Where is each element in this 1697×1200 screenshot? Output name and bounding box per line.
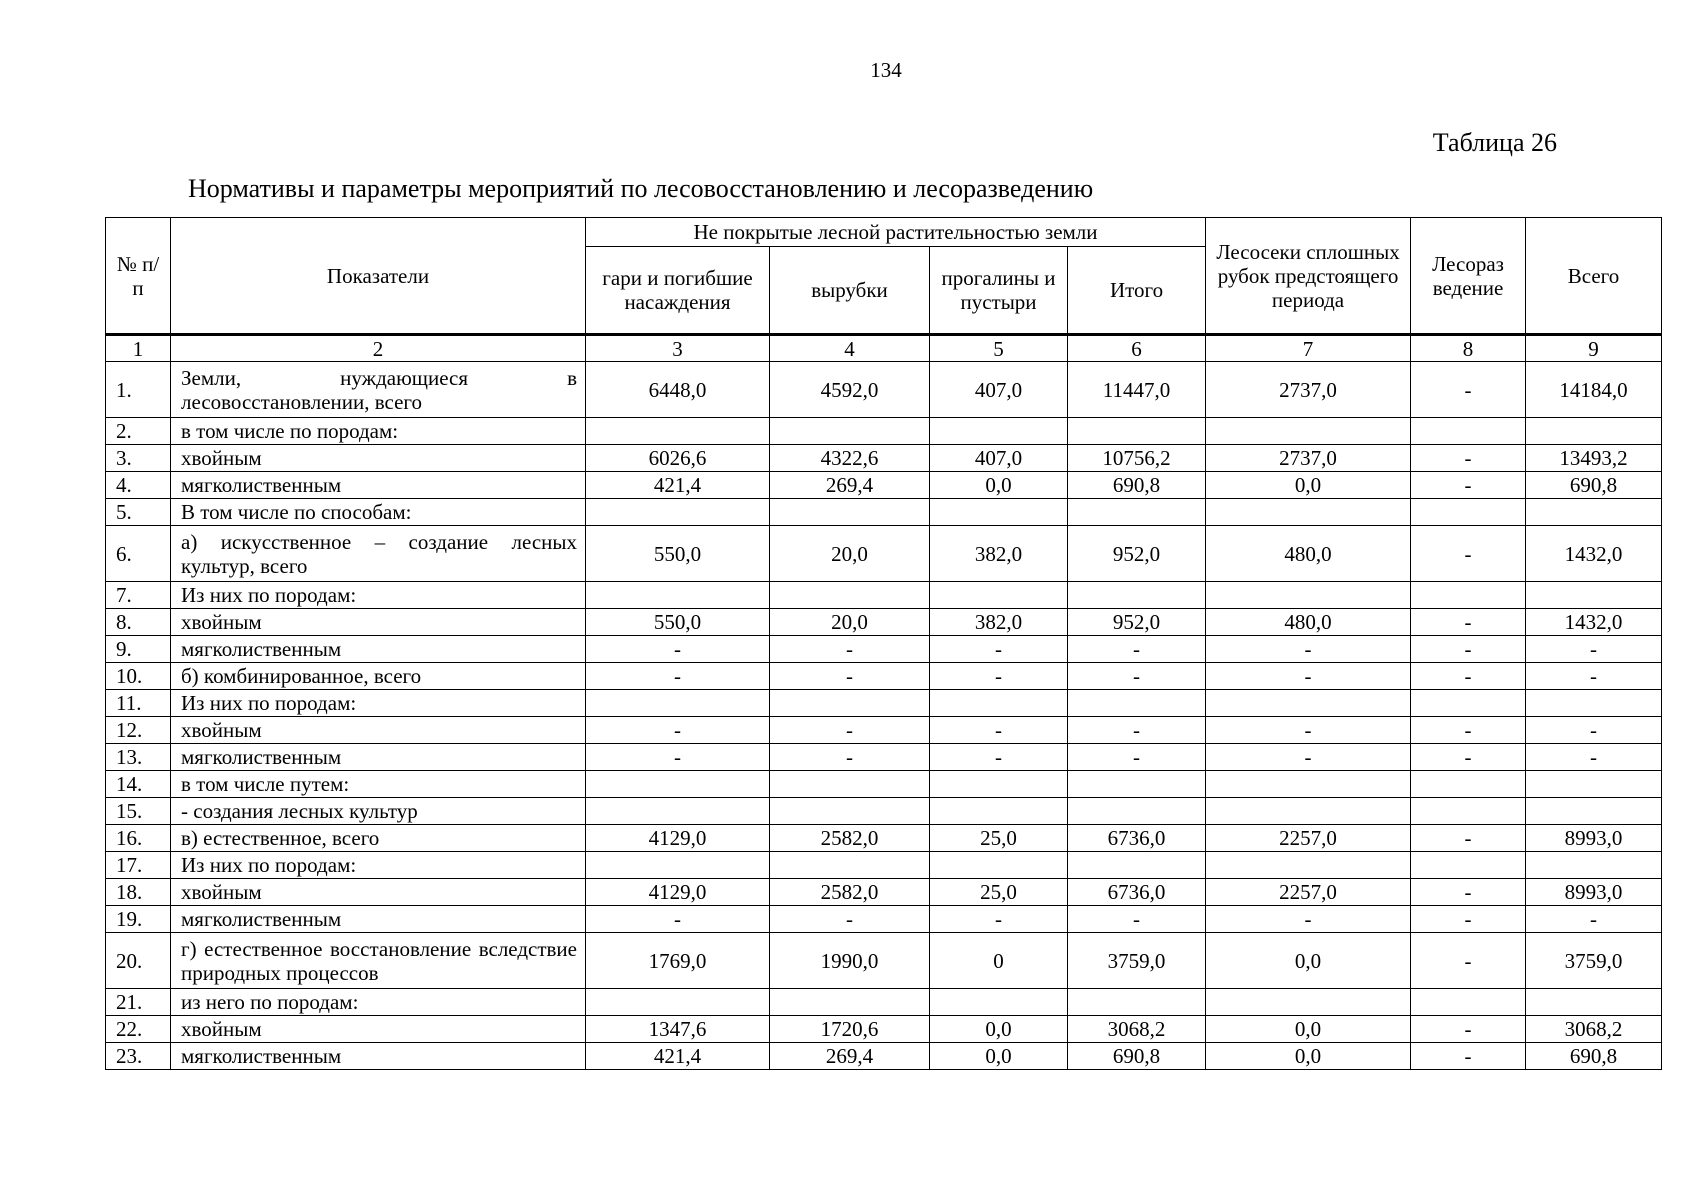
header-afforestation: Лесораз ведение [1411,218,1526,335]
value-cell [1526,582,1662,609]
value-cell [1206,418,1411,445]
value-cell: 1720,6 [770,1016,930,1043]
document-title: Нормативы и параметры мероприятий по лесовосстановлению и лесоразведению [188,174,1094,203]
table-row [106,906,1662,933]
row-indicator: мягколиственным [171,906,586,933]
value-cell [1206,771,1411,798]
value-cell: 6026,6 [586,445,770,472]
value-cell: - [1206,663,1411,690]
value-cell [586,798,770,825]
value-cell [770,852,930,879]
page-number: 134 [870,58,902,82]
row-indicator: Земли, нуждающиеся в лесовосстановлении, всего [171,362,586,418]
row-number: 4. [106,472,171,499]
value-cell [770,798,930,825]
value-cell [1206,852,1411,879]
value-cell: 8993,0 [1526,879,1662,906]
header-cuttings: вырубки [770,247,930,335]
row-number: 15. [106,798,171,825]
header-subtotal: Итого [1068,247,1206,335]
value-cell [1068,499,1206,526]
value-cell: 690,8 [1068,472,1206,499]
row-indicator: хвойным [171,717,586,744]
table-body [106,335,1662,1070]
row-indicator: хвойным [171,609,586,636]
header-glades: прогалины и пустыри [930,247,1068,335]
table-row [106,526,1662,582]
value-cell: 4322,6 [770,445,930,472]
value-cell: 13493,2 [1526,445,1662,472]
value-cell: - [770,744,930,771]
value-cell: 269,4 [770,472,930,499]
value-cell: - [930,663,1068,690]
row-indicator: мягколиственным [171,472,586,499]
value-cell [1068,771,1206,798]
value-cell [930,798,1068,825]
table-row [106,582,1662,609]
value-cell: - [586,744,770,771]
value-cell: - [1411,636,1526,663]
value-cell: - [1411,1043,1526,1070]
value-cell: - [1526,663,1662,690]
value-cell [1526,852,1662,879]
value-cell [1411,798,1526,825]
column-number: 1 [106,335,171,362]
column-number-row [106,335,1662,362]
value-cell: - [930,906,1068,933]
row-indicator: г) естественное восстановление вследствие природных процессов [171,933,586,989]
value-cell: 0,0 [930,1016,1068,1043]
table-row [106,771,1662,798]
value-cell [586,771,770,798]
value-cell: 2257,0 [1206,825,1411,852]
value-cell: - [1411,526,1526,582]
value-cell: - [1411,879,1526,906]
value-cell [1206,582,1411,609]
value-cell [1206,989,1411,1016]
value-cell: - [1206,744,1411,771]
value-cell: 0,0 [930,472,1068,499]
value-cell [930,989,1068,1016]
value-cell: - [1068,663,1206,690]
value-cell: - [930,744,1068,771]
value-cell [1411,690,1526,717]
row-indicator: б) комбинированное, всего [171,663,586,690]
value-cell [770,771,930,798]
value-cell: - [1411,362,1526,418]
value-cell [1206,690,1411,717]
value-cell: 3759,0 [1068,933,1206,989]
header-indicators: Показатели [171,218,586,335]
value-cell [1526,771,1662,798]
row-indicator: - создания лесных культур [171,798,586,825]
table-row [106,499,1662,526]
row-indicator: хвойным [171,879,586,906]
row-number: 10. [106,663,171,690]
column-number: 3 [586,335,770,362]
table-row [106,690,1662,717]
value-cell: 3759,0 [1526,933,1662,989]
value-cell: 0,0 [1206,933,1411,989]
value-cell: - [1206,717,1411,744]
value-cell: 6448,0 [586,362,770,418]
value-cell: - [1411,445,1526,472]
value-cell: 25,0 [930,825,1068,852]
value-cell [586,499,770,526]
column-number: 4 [770,335,930,362]
table-row [106,636,1662,663]
value-cell: - [1068,744,1206,771]
table-row [106,418,1662,445]
table-row [106,879,1662,906]
value-cell [1411,852,1526,879]
value-cell: 269,4 [770,1043,930,1070]
value-cell: - [1206,906,1411,933]
row-indicator: мягколиственным [171,636,586,663]
value-cell [1206,499,1411,526]
row-number: 1. [106,362,171,418]
row-indicator: мягколиственным [171,1043,586,1070]
value-cell: 25,0 [930,879,1068,906]
value-cell [1526,499,1662,526]
value-cell [1526,798,1662,825]
value-cell: - [1526,636,1662,663]
value-cell [1526,989,1662,1016]
row-indicator: хвойным [171,445,586,472]
table-row [106,825,1662,852]
value-cell: 3068,2 [1068,1016,1206,1043]
value-cell: 11447,0 [1068,362,1206,418]
value-cell [770,582,930,609]
value-cell: 421,4 [586,472,770,499]
value-cell: 480,0 [1206,609,1411,636]
value-cell: - [1411,717,1526,744]
row-number: 8. [106,609,171,636]
value-cell: - [1411,1016,1526,1043]
value-cell: 14184,0 [1526,362,1662,418]
value-cell: 0 [930,933,1068,989]
value-cell [1206,798,1411,825]
value-cell [770,499,930,526]
value-cell: - [1411,825,1526,852]
row-number: 16. [106,825,171,852]
value-cell: 550,0 [586,609,770,636]
header-group-unforested: Не покрытые лесной растительностью земли [586,218,1206,247]
row-number: 3. [106,445,171,472]
value-cell: - [1526,906,1662,933]
value-cell: - [586,663,770,690]
table-row [106,989,1662,1016]
row-indicator: Из них по породам: [171,690,586,717]
value-cell: - [1068,906,1206,933]
table-label: Таблица 26 [1432,128,1557,157]
value-cell [1411,499,1526,526]
row-number: 5. [106,499,171,526]
value-cell [1068,989,1206,1016]
column-number: 2 [171,335,586,362]
row-indicator: хвойным [171,1016,586,1043]
value-cell: - [1206,636,1411,663]
value-cell: 1432,0 [1526,526,1662,582]
row-indicator: в том числе по породам: [171,418,586,445]
row-number: 7. [106,582,171,609]
table-row [106,609,1662,636]
value-cell: 1432,0 [1526,609,1662,636]
value-cell [1526,690,1662,717]
row-number: 19. [106,906,171,933]
row-indicator: Из них по породам: [171,582,586,609]
value-cell [586,418,770,445]
value-cell: 382,0 [930,609,1068,636]
row-number: 12. [106,717,171,744]
value-cell: 2582,0 [770,825,930,852]
value-cell: 952,0 [1068,609,1206,636]
row-number: 17. [106,852,171,879]
table-row [106,663,1662,690]
value-cell [930,418,1068,445]
value-cell: 1769,0 [586,933,770,989]
value-cell: 0,0 [1206,1016,1411,1043]
table-row [106,1016,1662,1043]
value-cell [930,852,1068,879]
value-cell: - [1411,663,1526,690]
table-row [106,852,1662,879]
column-number: 6 [1068,335,1206,362]
value-cell: 1347,6 [586,1016,770,1043]
value-cell: - [1411,744,1526,771]
row-number: 18. [106,879,171,906]
value-cell: 0,0 [1206,1043,1411,1070]
value-cell [1068,418,1206,445]
value-cell: 3068,2 [1526,1016,1662,1043]
value-cell: 550,0 [586,526,770,582]
row-indicator: из него по породам: [171,989,586,1016]
value-cell: - [1411,906,1526,933]
value-cell: 2582,0 [770,879,930,906]
value-cell [930,499,1068,526]
row-number: 14. [106,771,171,798]
table-row [106,472,1662,499]
row-number: 23. [106,1043,171,1070]
value-cell: 407,0 [930,362,1068,418]
value-cell: - [770,717,930,744]
value-cell [586,989,770,1016]
value-cell: 0,0 [930,1043,1068,1070]
value-cell: 382,0 [930,526,1068,582]
value-cell: - [1526,744,1662,771]
value-cell: - [1068,717,1206,744]
value-cell [1068,582,1206,609]
value-cell: 480,0 [1206,526,1411,582]
row-indicator: в том числе путем: [171,771,586,798]
row-number: 13. [106,744,171,771]
value-cell: 421,4 [586,1043,770,1070]
row-indicator: мягколиственным [171,744,586,771]
value-cell [930,582,1068,609]
row-number: 21. [106,989,171,1016]
value-cell: 952,0 [1068,526,1206,582]
value-cell: - [770,636,930,663]
header-num: № п/п [106,218,171,335]
value-cell: 0,0 [1206,472,1411,499]
value-cell: 2737,0 [1206,445,1411,472]
value-cell [770,690,930,717]
value-cell [1411,582,1526,609]
value-cell [930,690,1068,717]
table-row [106,362,1662,418]
value-cell: - [586,717,770,744]
value-cell [586,690,770,717]
value-cell: 4592,0 [770,362,930,418]
value-cell: 20,0 [770,526,930,582]
value-cell: - [586,906,770,933]
value-cell: - [770,906,930,933]
value-cell: 407,0 [930,445,1068,472]
value-cell: 2257,0 [1206,879,1411,906]
value-cell [1068,798,1206,825]
value-cell [1411,771,1526,798]
value-cell: - [1411,609,1526,636]
table-row [106,933,1662,989]
table-row [106,445,1662,472]
value-cell: 690,8 [1068,1043,1206,1070]
header-clearcut: Лесосеки сплошных рубок предстоящего периода [1206,218,1411,335]
value-cell: - [770,663,930,690]
column-number: 8 [1411,335,1526,362]
row-number: 2. [106,418,171,445]
value-cell: 20,0 [770,609,930,636]
value-cell: - [930,636,1068,663]
table-row [106,717,1662,744]
value-cell: 1990,0 [770,933,930,989]
row-indicator: в) естественное, всего [171,825,586,852]
value-cell [930,771,1068,798]
value-cell: - [1411,933,1526,989]
value-cell: 8993,0 [1526,825,1662,852]
table-row [106,798,1662,825]
row-indicator: В том числе по способам: [171,499,586,526]
value-cell: - [930,717,1068,744]
column-number: 5 [930,335,1068,362]
value-cell [1068,690,1206,717]
value-cell [1411,418,1526,445]
value-cell: 690,8 [1526,472,1662,499]
row-indicator: Из них по породам: [171,852,586,879]
value-cell: - [1526,717,1662,744]
value-cell: - [1411,472,1526,499]
row-indicator: а) искусственное – создание лесных культур, всего [171,526,586,582]
norms-table [105,217,1662,1070]
value-cell [770,989,930,1016]
value-cell [1411,989,1526,1016]
value-cell [586,582,770,609]
value-cell [586,852,770,879]
value-cell [770,418,930,445]
row-number: 6. [106,526,171,582]
value-cell: 2737,0 [1206,362,1411,418]
row-number: 11. [106,690,171,717]
row-number: 9. [106,636,171,663]
row-number: 22. [106,1016,171,1043]
row-number: 20. [106,933,171,989]
value-cell: 6736,0 [1068,879,1206,906]
value-cell [1526,418,1662,445]
value-cell: 4129,0 [586,879,770,906]
header-total: Всего [1526,218,1662,335]
table-row [106,1043,1662,1070]
value-cell: 4129,0 [586,825,770,852]
header-burnt: гари и погибшие насаждения [586,247,770,335]
value-cell: 6736,0 [1068,825,1206,852]
value-cell [1068,852,1206,879]
value-cell: - [1068,636,1206,663]
column-number: 7 [1206,335,1411,362]
column-number: 9 [1526,335,1662,362]
value-cell: 10756,2 [1068,445,1206,472]
value-cell: - [586,636,770,663]
table-row [106,744,1662,771]
value-cell: 690,8 [1526,1043,1662,1070]
